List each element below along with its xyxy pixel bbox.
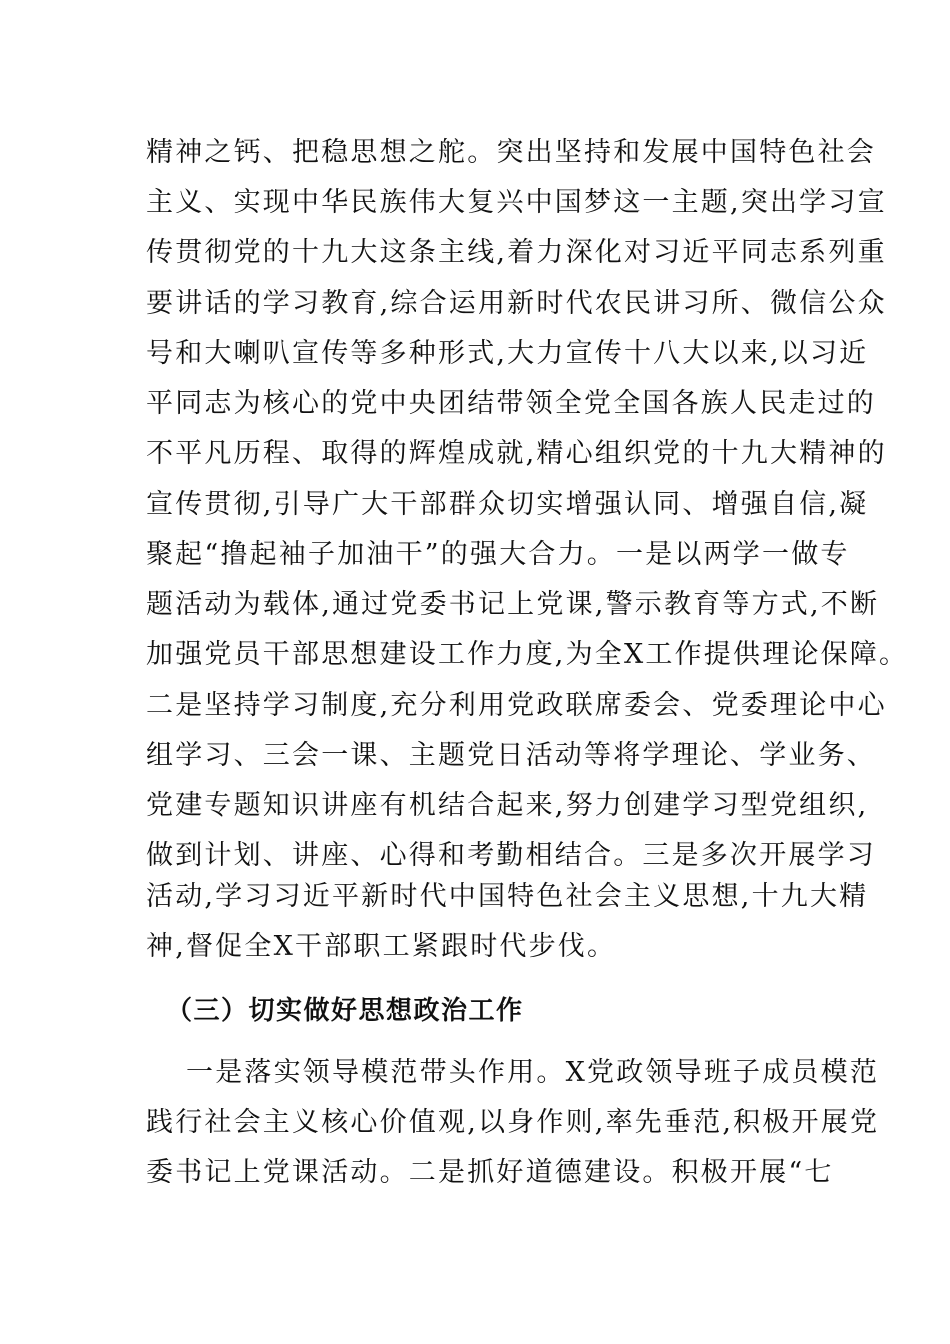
body-text-line: 宣传贯彻,引导广大干部群众切实增强认同、增强自信,凝 [146,489,869,520]
body-text-line: 要讲话的学习教育,综合运用新时代农民讲习所、微信公众 [146,288,887,319]
section-heading: （三）切实做好思想政治工作 [166,996,524,1026]
body-text-line: 精神之钙、把稳思想之舵。突出坚持和发展中国特色社会 [146,137,876,168]
body-text-line: 二是坚持学习制度,充分利用党政联席委会、党委理论中心 [146,690,887,721]
body-text-line: 神,督促全X干部职工紧跟时代步伐。 [146,931,617,962]
body-text-line: 聚起“撸起袖子加油干”的强大合力。一是以两学一做专 [146,539,850,570]
body-text-line: 一是落实领导模范带头作用。X党政领导班子成员模范 [186,1057,880,1088]
body-text-line: 传贯彻党的十九大这条主线,着力深化对习近平同志系列重 [146,237,887,268]
body-text-line: 平同志为核心的党中央团结带领全党全国各族人民走过的 [146,388,876,419]
body-text-line: 活动,学习习近平新时代中国特色社会主义思想,十九大精 [146,881,869,912]
body-text-line: 不平凡历程、取得的辉煌成就,精心组织党的十九大精神的 [146,438,887,469]
body-text-line: 主义、实现中华民族伟大复兴中国梦这一主题,突出学习宣 [146,187,887,218]
body-text-line: 加强党员干部思想建设工作力度,为全X工作提供理论保障。 [146,639,909,670]
body-text-line: 题活动为载体,通过党委书记上党课,警示教育等方式,不断 [146,589,880,620]
body-text-line: 委书记上党课活动。二是抓好道德建设。积极开展“七 [146,1157,834,1188]
body-text-line: 践行社会主义核心价值观,以身作则,率先垂范,积极开展党 [146,1107,880,1138]
body-text-line: 号和大喇叭宣传等多种形式,大力宣传十八大以来,以习近 [146,338,869,369]
body-text-line: 组学习、三会一课、主题党日活动等将学理论、学业务、 [146,740,876,771]
body-text-line: 党建专题知识讲座有机结合起来,努力创建学习型党组织, [146,790,869,821]
body-text-line: 做到计划、讲座、心得和考勤相结合。三是多次开展学习 [146,840,876,871]
